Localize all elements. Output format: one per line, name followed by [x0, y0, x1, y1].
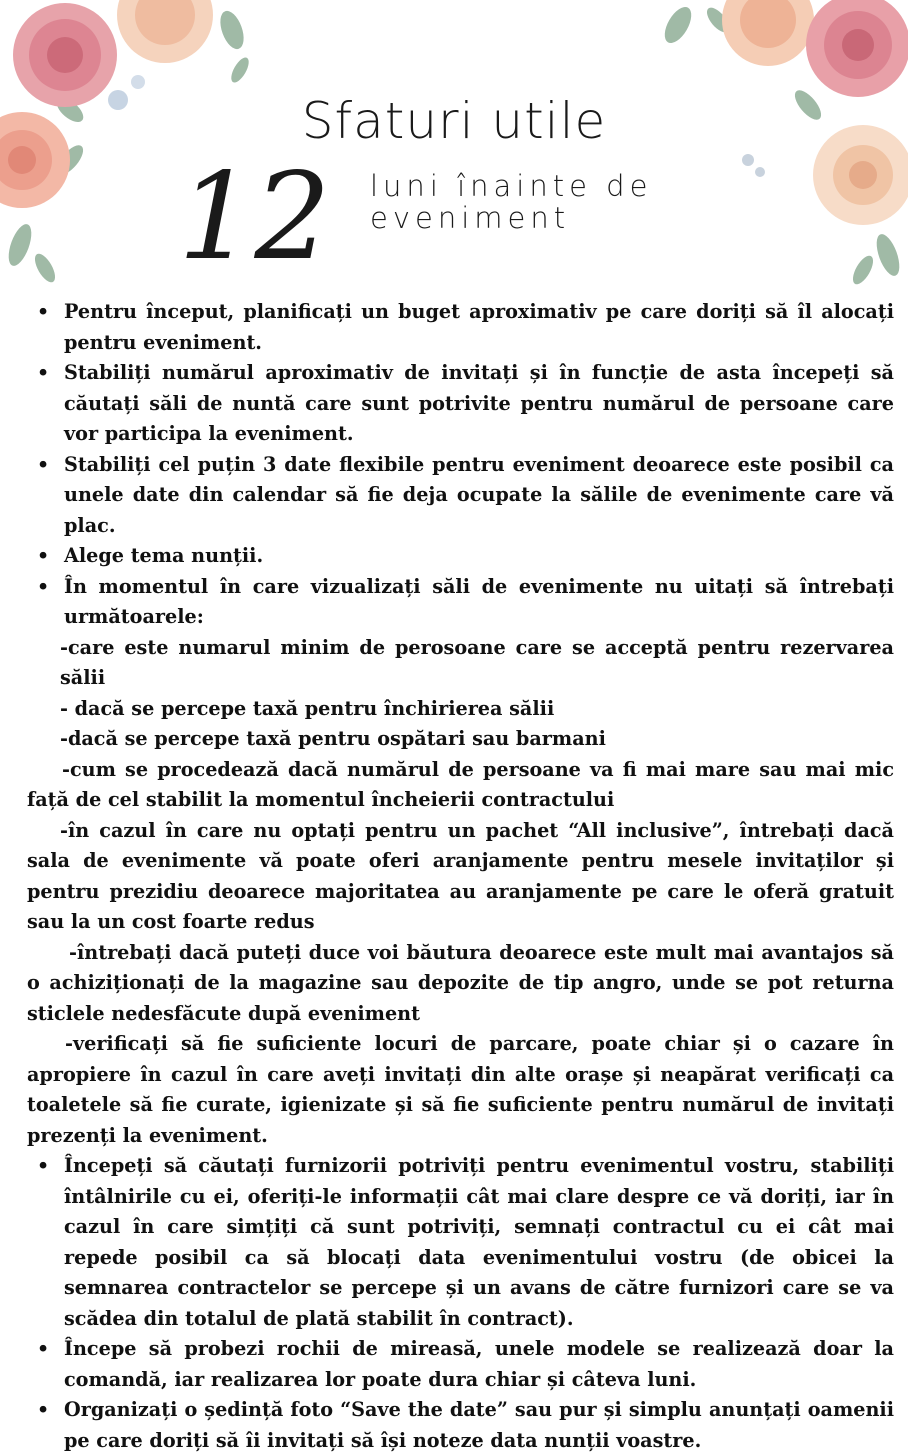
subtitle — [370, 170, 710, 234]
bullet-list-first — [27, 297, 894, 633]
list-item: • Începe să probezi rochii de mireasă, unele modele se realizează doar la comandă, iar realizarea lor poate dura chiar și câteva luni. — [64, 1334, 894, 1395]
sub-item: -dacă se percepe taxă pentru ospătari sau barmani — [60, 727, 606, 750]
sub-item: -cum se procedează dacă numărul de persoane va fi mai mare sau mai mic față de cel stabilit la momentul încheierii contractului — [27, 757, 894, 811]
bullet-list-second — [27, 1151, 894, 1456]
large-number-twelve — [170, 140, 360, 280]
number-text: 12 — [178, 148, 331, 280]
list-item: • Alege tema nunții. — [64, 541, 894, 572]
list-item: • Pentru început, planificați un buget aproximativ pe care doriți să îl alocați pentru eveniment. — [64, 297, 894, 358]
sub-item: -întrebați dacă puteți duce voi băutura deoarece este mult mai avantajos să o achiziționați de la magazine sau depozite de tip angro, unde se pot returna sticlele nedesfăcute după eveniment — [27, 940, 894, 1025]
subtitle-line-1: luni înainte de — [370, 169, 653, 203]
list-item: • Organizați o ședință foto “Save the date” sau pur și simplu anunțați oamenii pe care doriți să îi invitați să își noteze data nunții voastre. — [64, 1395, 894, 1456]
list-item: • În momentul în care vizualizați săli de evenimente nu uitați să întrebați următoarele: — [64, 572, 894, 633]
sub-item: - dacă se percepe taxă pentru închirierea sălii — [60, 696, 555, 720]
list-item: • Începeți să căutați furnizorii potriviți pentru evenimentul vostru, stabiliți întâlnirile cu ei, oferiți-le informații cât mai clare despre ce vă doriți, iar în cazul în care simțiți că sunt potriviți, semnați contractul cu ei cât mai repede posibil ca să blocați data evenimentului vostru (de obicei la semnarea contractelor se percepe și un avans de către furnizori care se va scădea din totalul de plată stabilit în contract). — [64, 1151, 894, 1334]
sub-item: -în cazul în care nu optați pentru un pachet “All inclusive”, întrebați dacă sala de evenimente vă poate oferi aranjamente pentru mesele invitaților și pentru prezidiu deoarece majoritatea au aranjamente pe care le oferă gratuit sau la un cost foarte redus — [27, 818, 894, 933]
sub-item: -verificați să fie suficiente locuri de parcare, poate chiar și o cazare în apropiere în cazul în care aveți invitați din alte orașe și neapărat verificați ca toaletele să fie curate, igienizate și să fie suficiente pentru numărul de invitați prezenți la eveniment. — [27, 1032, 894, 1147]
subtitle-line-2: eveniment — [370, 201, 571, 235]
sub-item: -care este numarul minim de perosoane care se acceptă pentru rezervarea sălii — [60, 635, 894, 689]
page-title: Sfaturi utile — [301, 92, 607, 150]
list-item: • Stabiliți cel puțin 3 date flexibile pentru eveniment deoarece este posibil ca unele date din calendar să fie deja ocupate la sălile de evenimente care vă plac. — [64, 450, 894, 542]
list-item: • Stabiliți numărul aproximativ de invitați și în funcție de asta începeți să căutați săli de nuntă care sunt potrivite pentru numărul de persoane care vor participa la eveniment. — [64, 358, 894, 450]
tips-content — [27, 297, 894, 1456]
